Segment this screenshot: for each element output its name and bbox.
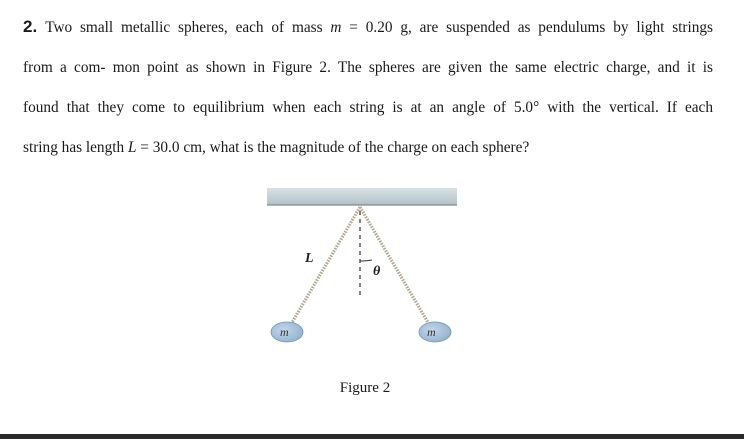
pendulum-figure <box>260 183 470 353</box>
page-bottom-rule <box>0 434 744 439</box>
angle-arc <box>360 260 372 261</box>
string-right <box>360 207 433 331</box>
problem-line-1: 2. Two small metallic spheres, each of mass m = 0.20 g, are suspended as pendulums by light strings <box>23 17 714 36</box>
mass-label-right: m <box>427 325 436 339</box>
problem-line-3: found that they come to equilibrium when each string is at an angle of 5.0° with the vertical. If each <box>23 99 713 116</box>
ceiling <box>267 188 457 205</box>
mass-variable: m <box>330 19 342 36</box>
figure-caption: Figure 2 <box>339 380 391 396</box>
mass-label-left: m <box>280 325 289 339</box>
problem-number: 2. <box>23 17 38 36</box>
length-variable: L <box>127 139 137 156</box>
string-left <box>287 207 360 331</box>
problem-line-2: from a com- mon point as shown in Figure 2. The spheres are given the same electric charge, and it is <box>23 59 713 76</box>
length-label: L <box>305 251 314 266</box>
problem-statement <box>23 7 713 168</box>
problem-line-4: string has length L = 30.0 cm, what is the magnitude of the charge on each sphere? <box>23 139 530 156</box>
angle-label: θ <box>373 264 381 279</box>
